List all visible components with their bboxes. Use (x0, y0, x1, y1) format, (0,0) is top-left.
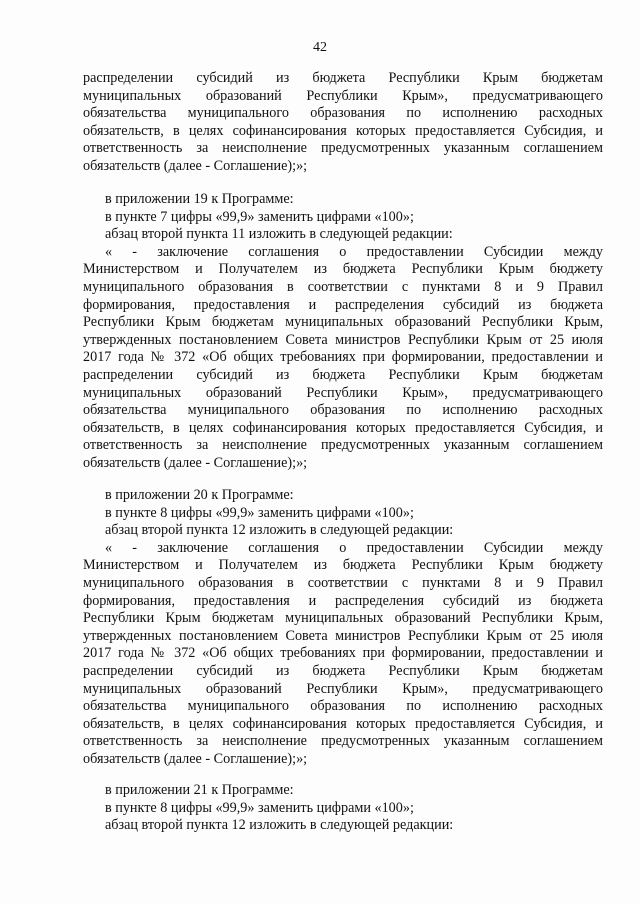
text-line: ответственность за неисполнение предусмотренных указанным соглашением (83, 140, 603, 157)
text-line: в приложении 21 к Программе: (105, 782, 294, 798)
text-line: муниципальных образований Республики Крым», предусматривающего (83, 87, 603, 104)
text-line: формирования, предоставления и распределения субсидий из бюджета (83, 296, 603, 313)
text-line: формирования, предоставления и распределения субсидий из бюджета (83, 592, 603, 609)
text-line: абзац второй пункта 12 изложить в следующей редакции: (105, 522, 454, 539)
text-line: распределении субсидий из бюджета Республики Крым бюджетам (83, 366, 603, 383)
amendment-appendix-20 (83, 487, 603, 769)
text-line: Республики Крым бюджетам муниципальных образований Республики Крым, (83, 314, 603, 331)
text-line: ответственность за неисполнение предусмотренных указанным соглашением (83, 733, 603, 750)
text-line: 2017 года № 372 «Об общих требованиях при формировании, предоставлении и (83, 645, 603, 662)
text-line: муниципального образования в соответствии с пунктами 8 и 9 Правил (83, 574, 603, 591)
text-line: Министерством и Получателем из бюджета Республики Крым бюджету (83, 557, 603, 574)
amendment-appendix-19 (83, 191, 603, 473)
text-line: распределении субсидий из бюджета Республики Крым бюджетам (83, 70, 603, 86)
text-line: в пункте 7 цифры «99,9» заменить цифрами «100»; (105, 208, 414, 225)
text-line: « - заключение соглашения о предоставлении Субсидии между (105, 539, 603, 556)
text-line: в пункте 8 цифры «99,9» заменить цифрами «100»; (105, 504, 414, 521)
text-line: в пункте 8 цифры «99,9» заменить цифрами «100»; (105, 799, 414, 816)
text-line: утвержденных постановлением Совета министров Республики Крым от 25 июля (83, 627, 603, 644)
text-line: обязательств, в целях софинансирования которых предоставляется Субсидия, и (83, 715, 603, 732)
text-line: обязательства муниципального образования по исполнению расходных (83, 402, 603, 419)
text-line: муниципальных образований Республики Крым», предусматривающего (83, 384, 603, 401)
text-line: обязательств (далее - Соглашение);»; (83, 454, 308, 471)
text-line: в приложении 19 к Программе: (105, 191, 294, 207)
paragraph-continuation (83, 70, 603, 176)
text-line: муниципального образования в соответствии с пунктами 8 и 9 Правил (83, 278, 603, 295)
text-line: обязательства муниципального образования по исполнению расходных (83, 698, 603, 715)
text-line: абзац второй пункта 11 изложить в следующей редакции: (105, 226, 453, 243)
text-line: Республики Крым бюджетам муниципальных образований Республики Крым, (83, 610, 603, 627)
text-line: муниципальных образований Республики Крым», предусматривающего (83, 680, 603, 697)
amendment-appendix-21 (83, 782, 603, 835)
text-line: обязательства муниципального образования по исполнению расходных (83, 105, 603, 122)
text-line: обязательств, в целях софинансирования которых предоставляется Субсидия, и (83, 122, 603, 139)
text-line: 2017 года № 372 «Об общих требованиях при формировании, предоставлении и (83, 349, 603, 366)
text-line: обязательств (далее - Соглашение);»; (83, 157, 308, 174)
text-line: обязательств (далее - Соглашение);»; (83, 750, 308, 767)
text-line: абзац второй пункта 12 изложить в следующей редакции: (105, 817, 454, 834)
text-line: Министерством и Получателем из бюджета Республики Крым бюджету (83, 261, 603, 278)
text-line: « - заключение соглашения о предоставлении Субсидии между (105, 243, 603, 260)
text-line: утвержденных постановлением Совета министров Республики Крым от 25 июля (83, 331, 603, 348)
text-line: ответственность за неисполнение предусмотренных указанным соглашением (83, 437, 603, 454)
page-number: 42 (313, 40, 327, 55)
text-line: распределении субсидий из бюджета Республики Крым бюджетам (83, 662, 603, 679)
text-line: в приложении 20 к Программе: (105, 487, 294, 503)
text-line: обязательств, в целях софинансирования которых предоставляется Субсидия, и (83, 419, 603, 436)
